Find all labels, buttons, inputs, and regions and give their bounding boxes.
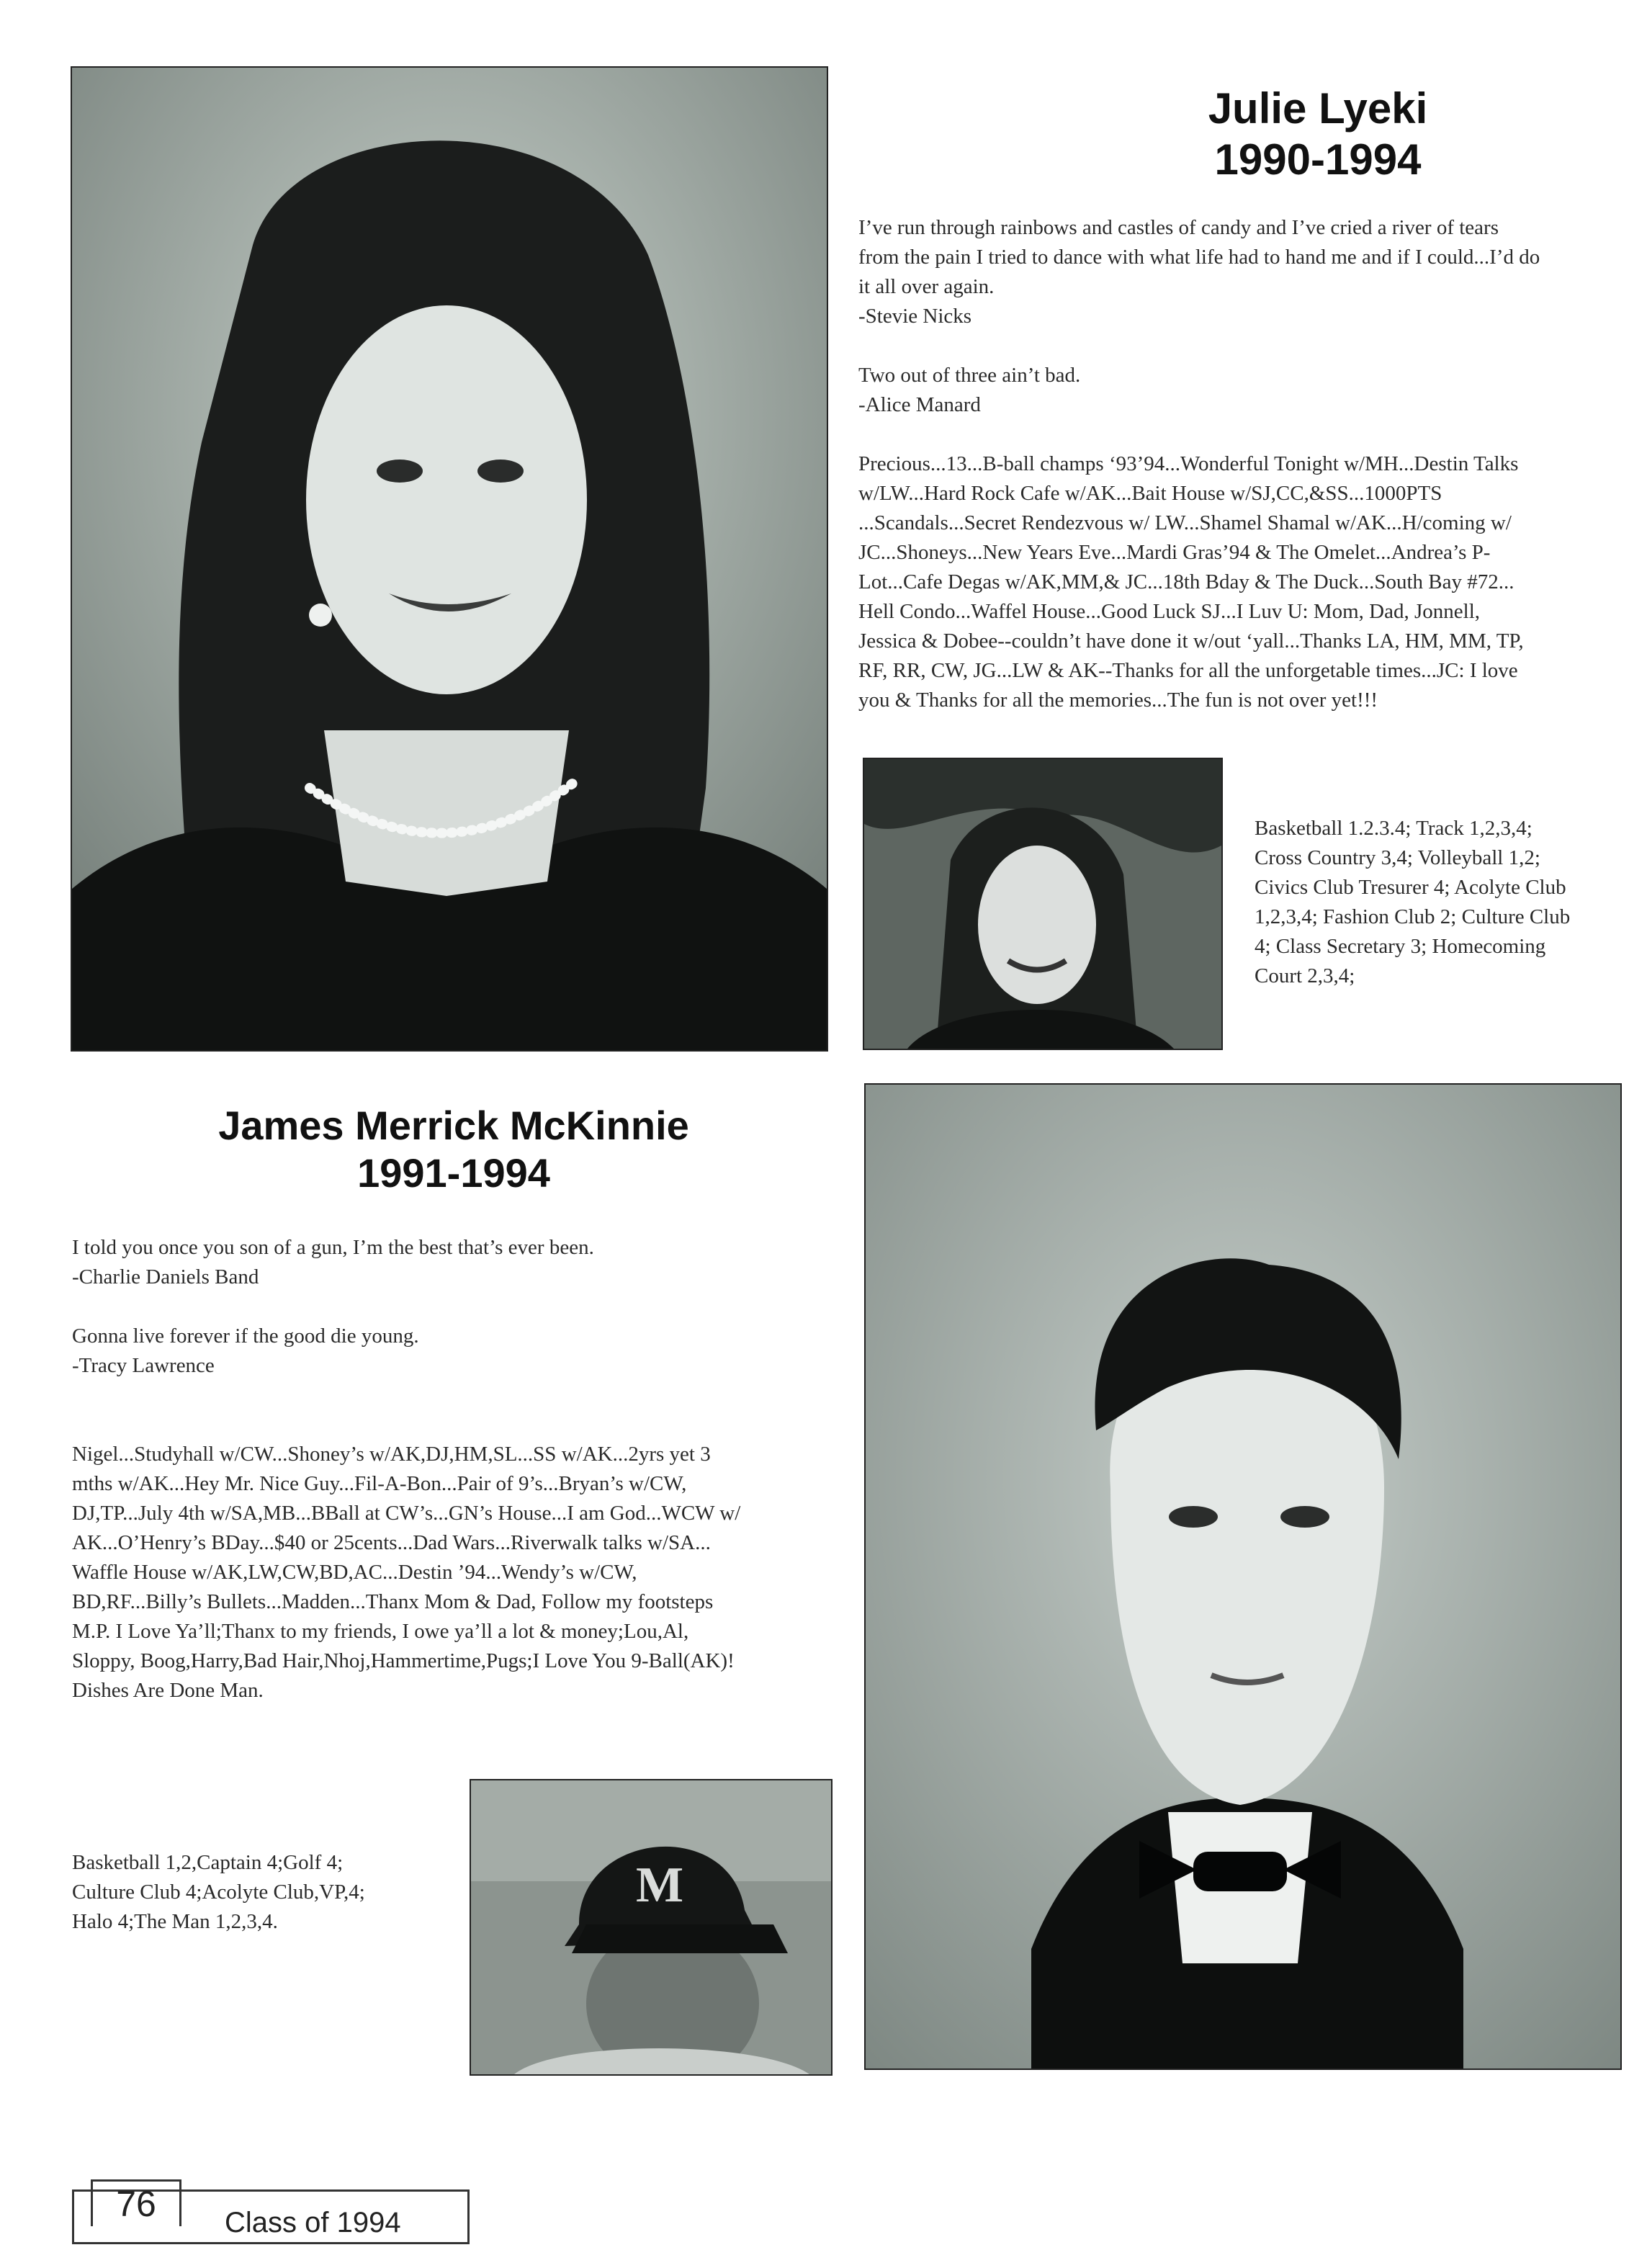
julie-portrait-photo — [71, 66, 828, 1052]
james-memories-line: AK...O’Henry’s BDay...$40 or 25cents...Dad Wars...Riverwalk talks w/SA... — [72, 1531, 711, 1554]
james-portrait-photo — [864, 1083, 1622, 2070]
julie-quote1-line: it all over again. — [858, 275, 995, 298]
julie-memories-line: you & Thanks for all the memories...The fun is not over yet!!! — [858, 689, 1378, 712]
julie-candid-photo — [863, 758, 1223, 1050]
james-memories-line: mths w/AK...Hey Mr. Nice Guy...Fil-A-Bon...Pair of 9’s...Bryan’s w/CW, — [72, 1472, 687, 1495]
julie-memories-line: Jessica & Dobee--couldn’t have done it w/out ‘yall...Thanks LA, HM, MM, TP, — [858, 629, 1524, 653]
james-activity-line: Culture Club 4;Acolyte Club,VP,4; — [72, 1881, 365, 1904]
julie-memories-line: ...Scandals...Secret Rendezvous w/ LW...Shamel Shamal w/AK...H/coming w/ — [858, 511, 1512, 534]
julie-memories-line: Precious...13...B-ball champs ‘93’94...Wonderful Tonight w/MH...Destin Talks — [858, 452, 1519, 475]
james-quote1-line: I told you once you son of a gun, I’m the best that’s ever been. — [72, 1236, 594, 1259]
julie-activities — [1255, 814, 1629, 991]
page-number: 76 — [91, 2179, 181, 2226]
james-memories-line: Nigel...Studyhall w/CW...Shoney’s w/AK,DJ,HM,SL...SS w/AK...2yrs yet 3 — [72, 1443, 711, 1466]
james-cap-letter: M — [635, 1857, 684, 1913]
julie-memories-line: Lot...Cafe Degas w/AK,MM,& JC...18th Bday & The Duck...South Bay #72... — [858, 570, 1514, 593]
james-text-block — [72, 1233, 850, 1706]
julie-text-block — [858, 213, 1622, 715]
james-activities — [72, 1848, 475, 1937]
james-candid-photo — [470, 1779, 833, 2076]
julie-activity-line: 4; Class Secretary 3; Homecoming — [1255, 935, 1546, 958]
james-name: James Merrick McKinnie — [218, 1103, 689, 1148]
julie-quote1-line: from the pain I tried to dance with what life had to hand me and if I could...I’d do — [858, 246, 1540, 269]
james-memories-line: BD,RF...Billy’s Bullets...Madden...Thanx Mom & Dad, Follow my footsteps — [72, 1590, 714, 1613]
james-heading — [130, 1102, 778, 1197]
julie-quote1-line: I’ve run through rainbows and castles of candy and I’ve cried a river of tears — [858, 216, 1499, 239]
james-quote2-author: -Tracy Lawrence — [72, 1354, 215, 1377]
julie-quote1-author: -Stevie Nicks — [858, 305, 972, 328]
julie-activity-line: Court 2,3,4; — [1255, 964, 1355, 987]
julie-memories-line: JC...Shoneys...New Years Eve...Mardi Gras’94 & The Omelet...Andrea’s P- — [858, 541, 1491, 564]
james-memories-line: Sloppy, Boog,Harry,Bad Hair,Nhoj,Hammertime,Pugs;I Love You 9-Ball(AK)! — [72, 1649, 735, 1672]
julie-memories-line: RF, RR, CW, JG...LW & AK--Thanks for all the unforgetable times...JC: I love — [858, 659, 1518, 682]
julie-years: 1990-1994 — [1214, 135, 1422, 184]
james-memories-line: Waffle House w/AK,LW,CW,BD,AC...Destin ’94...Wendy’s w/CW, — [72, 1561, 637, 1584]
julie-name: Julie Lyeki — [1208, 84, 1428, 133]
james-memories-line: DJ,TP...July 4th w/SA,MB...BBall at CW’s...GN’s House...I am God...WCW w/ — [72, 1502, 741, 1525]
james-activity-line: Basketball 1,2,Captain 4;Golf 4; — [72, 1851, 344, 1874]
julie-activity-line: Civics Club Tresurer 4; Acolyte Club — [1255, 876, 1566, 899]
julie-activity-line: 1,2,3,4; Fashion Club 2; Culture Club — [1255, 905, 1571, 928]
james-years: 1991-1994 — [357, 1150, 550, 1196]
james-activity-line: Halo 4;The Man 1,2,3,4. — [72, 1910, 278, 1933]
julie-quote2-line: Two out of three ain’t bad. — [858, 364, 1081, 387]
james-quote2-line: Gonna live forever if the good die young. — [72, 1325, 419, 1348]
julie-memories-line: w/LW...Hard Rock Cafe w/AK...Bait House w/SJ,CC,&SS...1000PTS — [858, 482, 1442, 505]
julie-heading — [1059, 84, 1577, 186]
julie-quote2-author: -Alice Manard — [858, 393, 981, 416]
footer-label: Class of 1994 — [225, 2207, 401, 2238]
james-memories-line: Dishes Are Done Man. — [72, 1679, 264, 1702]
julie-activity-line: Basketball 1.2.3.4; Track 1,2,3,4; — [1255, 817, 1532, 840]
james-quote1-author: -Charlie Daniels Band — [72, 1265, 259, 1288]
james-memories-line: M.P. I Love Ya’ll;Thanx to my friends, I owe ya’ll a lot & money;Lou,Al, — [72, 1620, 689, 1643]
julie-memories-line: Hell Condo...Waffel House...Good Luck SJ...I Luv U: Mom, Dad, Jonnell, — [858, 600, 1481, 623]
julie-activity-line: Cross Country 3,4; Volleyball 1,2; — [1255, 846, 1540, 869]
